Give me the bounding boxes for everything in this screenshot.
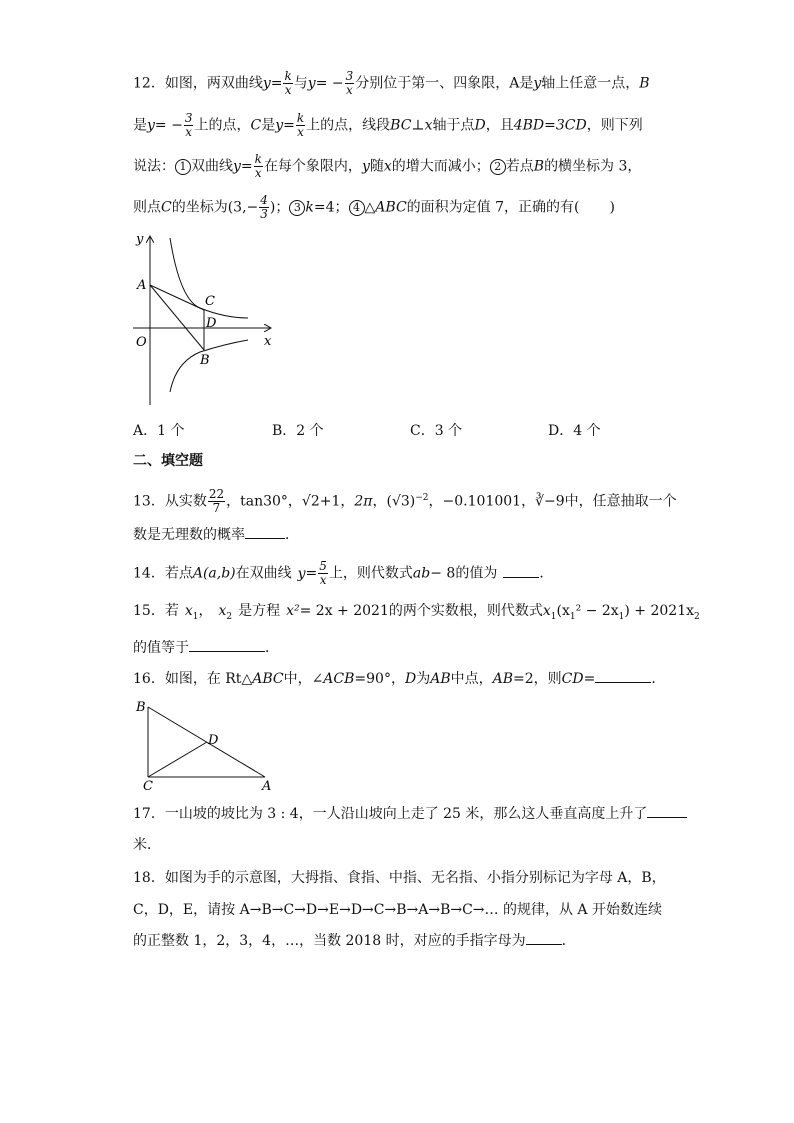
q15-blank[interactable]: [189, 637, 265, 652]
label-B: B: [200, 353, 210, 368]
q13-line1: 13．从实数 $\frac{22}{7}$ ，tan30°，√2+1，2π，$(√3)^{-2}$，−0.101001，∛−9中，任意抽取一个: [133, 487, 677, 516]
label-y: y: [136, 232, 144, 247]
segment-AB: [150, 285, 204, 350]
choice-d[interactable]: D．4 个: [548, 423, 601, 439]
q17-line1: 17．一山坡的坡比为 3 : 4，一人沿山坡向上走了 25 米，那么这人垂直高度上升了: [133, 803, 687, 825]
q17-line2: 米．: [133, 837, 161, 853]
q18-blank[interactable]: [526, 930, 562, 945]
section-heading: 二、填空题: [133, 453, 203, 469]
tri-label-C: C: [143, 779, 153, 794]
label-x: x: [264, 334, 272, 349]
q18-line2: C，D，E，请按 A→B→C→D→E→D→C→B→A→B→C→… 的规律，从 A 开始数连续: [133, 902, 662, 918]
label-A: A: [137, 278, 147, 293]
q14-blank[interactable]: [503, 563, 539, 578]
segment-AC: [150, 285, 204, 310]
choice-a[interactable]: A．1 个: [133, 423, 185, 439]
q13-line2: 数是无理数的概率 ．: [133, 524, 299, 546]
label-C: C: [205, 294, 215, 309]
q15-line1: 15．若 $x_1$， $x_2$ 是方程 x²= 2x + 2021的两个实数根，则代数式$x_1(x_1^2 - 2x_1) + 2021x_2$: [133, 603, 700, 622]
q16-triangle: [132, 695, 272, 795]
label-D: D: [206, 316, 217, 331]
q12-line2: 是y= − $\frac{3}{x}$ 上的点，C是y= $\frac{k}{x}$ 上的点，线段BC⊥x轴于点D，且4BD=3CD，则下列: [133, 111, 643, 139]
q16-blank[interactable]: [595, 668, 651, 683]
label-O: O: [136, 335, 147, 350]
q12-line4: 则点C的坐标为(3,− $\frac{4}{3}$ )； 3 k=4； 4 △ABC的面积为定值 7，正确的有( ): [133, 193, 615, 221]
q17-blank[interactable]: [647, 803, 687, 818]
q13-blank[interactable]: [245, 524, 285, 539]
tri-label-B: B: [136, 700, 146, 715]
q18-line3: 的正整数 1，2，3，4，…，当数 2018 时，对应的手指字母为 ．: [133, 930, 576, 952]
tri-label-D: D: [208, 733, 219, 748]
q12-line3: 说法： 1 双曲线y= $\frac{k}{x}$ 在每个象限内，y随x的增大而减小； 2 若点B的横坐标为 3，: [133, 152, 642, 180]
q16-line: 16．如图，在 Rt△ABC中，∠ACB=90°，D为AB中点，AB=2，则CD= ．: [133, 668, 665, 690]
q12-line1: 12．如图，两双曲线y= $\frac{k}{x}$ 与y= − $\frac{3}{x}$ 分别位于第一、四象限，A是y轴上任意一点，B: [133, 69, 650, 97]
q18-line1: 18．如图为手的示意图，大拇指、食指、中指、无名指、小指分别标记为字母 A，B，: [133, 870, 666, 886]
q14-line: 14．若点A(a,b)在双曲线 y= $\frac{5}{x}$ 上，则代数式ab− 8的值为 ．: [133, 559, 554, 587]
q12-graph: [125, 230, 285, 410]
q15-line2: 的值等于 ．: [133, 637, 279, 659]
choice-b[interactable]: B．2 个: [272, 423, 324, 439]
choice-c[interactable]: C．3 个: [410, 423, 463, 439]
tri-label-A: A: [262, 779, 272, 794]
